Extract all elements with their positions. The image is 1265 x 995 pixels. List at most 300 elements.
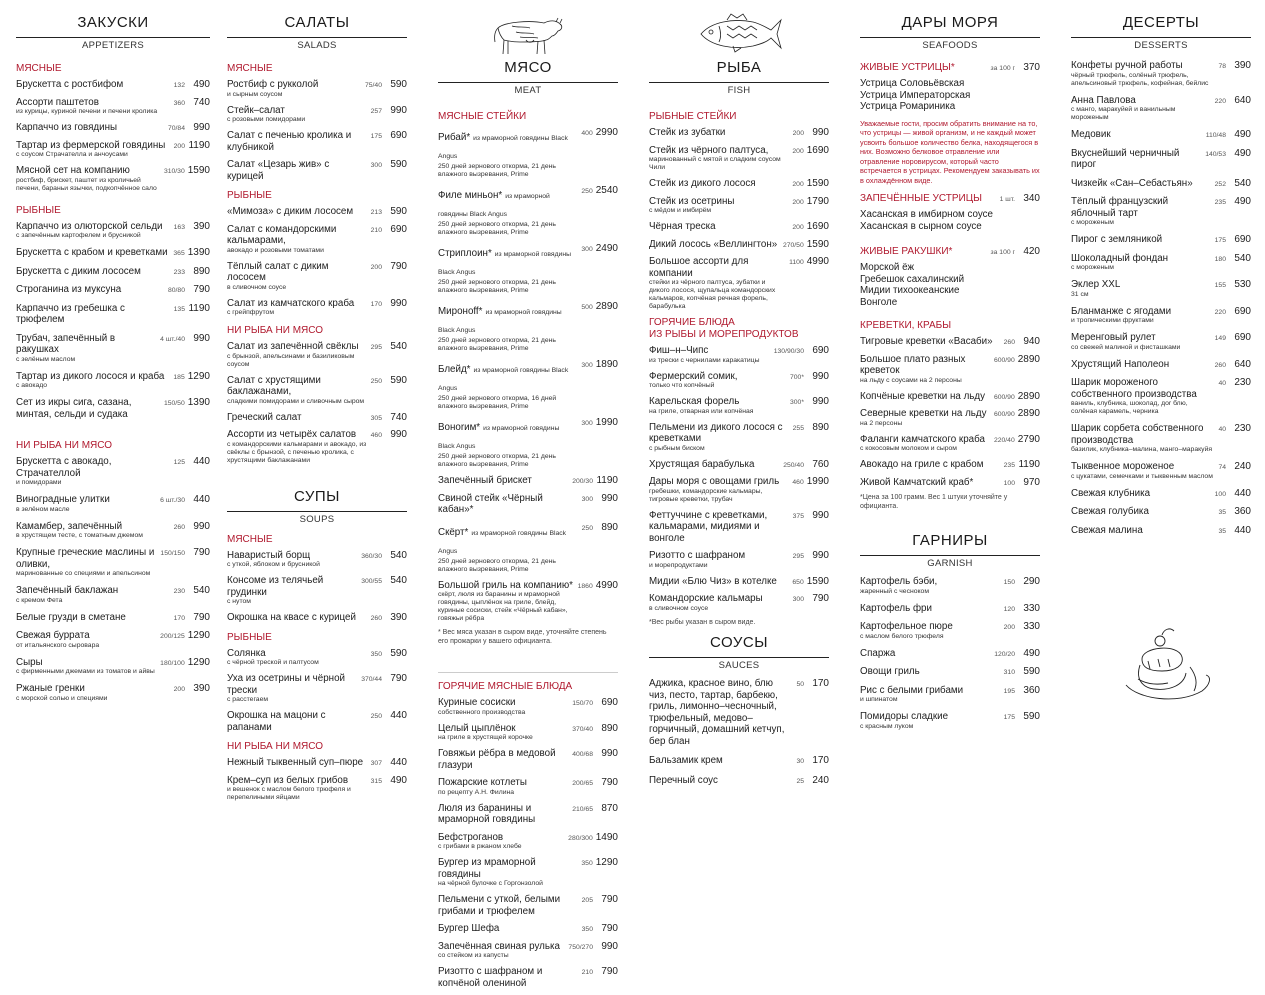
item-weight: 370/44 <box>361 676 382 683</box>
item-description: гребешки, командорские кальмары, тигровые креветки, трубач <box>649 487 763 503</box>
item-description: с чёрной треской и палтусом <box>227 659 319 666</box>
item-main <box>227 206 367 218</box>
item-price: 230 <box>1234 423 1251 434</box>
item-name: Дикий лосось «Веллингтон» <box>649 238 778 250</box>
menu-item <box>649 593 829 613</box>
item-description: с авокадо <box>16 382 48 389</box>
item-price: 890 <box>601 521 618 533</box>
menu-item <box>1071 253 1251 273</box>
item-weight: 460 <box>370 432 382 439</box>
item-price: 790 <box>193 284 210 295</box>
item-weight: 600/90 <box>993 411 1015 418</box>
item-price: 1890 <box>595 359 618 370</box>
item-name: Свиной стейк «Чёрный кабан»* <box>438 492 543 515</box>
item-weight: 150/70 <box>572 700 593 707</box>
item-price: 360 <box>1234 506 1251 517</box>
item-main <box>438 493 578 516</box>
menu-item <box>649 775 829 787</box>
divider <box>227 511 407 512</box>
seafood-column <box>860 0 1040 738</box>
item-description: маринованные со специями и апельсином <box>16 570 151 577</box>
item-main <box>860 666 1000 678</box>
item-weight: 200 <box>173 686 185 693</box>
item-description: с манго, маракуйей и ванильным мороженым <box>1071 106 1176 121</box>
item-description: с грейпфрутом <box>227 309 274 316</box>
item-name: Анна Павлова <box>1071 94 1136 106</box>
item-main <box>227 159 367 182</box>
item-description: 31 см <box>1071 290 1089 298</box>
menu-item <box>438 243 618 295</box>
item-weight: 1100 <box>789 259 804 266</box>
item-name: Шарик сорбета собственного производства <box>1071 423 1204 446</box>
item-main <box>438 580 574 624</box>
item-main <box>860 477 1000 489</box>
item-description: с мороженым <box>1071 264 1114 271</box>
item-weight: 600/90 <box>993 356 1015 364</box>
item-name: Рибай* <box>438 132 471 143</box>
item-weight: 200 <box>792 198 804 206</box>
menu-item <box>16 371 210 391</box>
item-price: 1390 <box>187 397 210 408</box>
menu-item <box>16 266 210 278</box>
item-weight: 163 <box>173 223 185 231</box>
item-description: 250 дней зернового откорма, 16 дней влажного вызревания, Prime <box>438 395 557 410</box>
item-name: Мироноff* <box>438 306 483 317</box>
item-price: 2790 <box>1017 433 1040 445</box>
item-name: Бургер Шефа <box>438 923 500 934</box>
item-name: Эклер XXL <box>1071 279 1121 290</box>
item-name: Живой Камчатский краб* <box>860 476 974 488</box>
item-weight: 460 <box>792 479 804 486</box>
item-price: 490 <box>1234 129 1251 140</box>
item-price: 490 <box>1234 147 1251 159</box>
item-name: Ризотто с шафраном и копчёной олениной <box>438 966 543 989</box>
item-main <box>227 757 367 769</box>
item-name: Салат с командорскими кальмарами, <box>227 223 337 246</box>
item-weight: 250/40 <box>783 461 804 469</box>
item-description: с цукатами, семечками и тыквенным маслом <box>1071 472 1213 480</box>
item-weight: 175 <box>370 133 382 140</box>
item-name: Вкуснейший черничный пирог <box>1071 147 1180 170</box>
item-weight: 210 <box>370 226 382 234</box>
list-item: Устрица Императорская <box>860 89 971 101</box>
item-name: Меренговый рулет <box>1071 332 1156 343</box>
menu-item <box>860 477 1040 489</box>
menu-item <box>649 145 829 173</box>
item-main <box>1071 148 1201 171</box>
item-description: с фирменными джемами из томатов и айвы <box>16 668 155 675</box>
garnish-title: ГАРНИРЫ <box>912 532 988 549</box>
item-main <box>438 359 577 411</box>
fish-note: *Вес рыбы указан в сыром виде. <box>649 618 756 626</box>
category-label: ГОРЯЧИЕ МЯСНЫЕ БЛЮДА <box>438 681 573 692</box>
item-main <box>227 648 367 668</box>
menu-item <box>227 575 407 606</box>
item-description: с зелёным маслом <box>16 355 76 363</box>
menu-item <box>1071 178 1251 190</box>
seafood-subtitle: SEAFOODS <box>922 40 978 51</box>
item-weight: 200 <box>792 181 804 188</box>
item-name: Ржаные гренки <box>16 683 85 694</box>
item-main <box>649 178 788 190</box>
category-label: НИ РЫБА НИ МЯСО <box>227 325 324 336</box>
item-weight: 150 <box>1003 579 1015 586</box>
soups-title: СУПЫ <box>294 487 340 505</box>
item-price: 990 <box>812 127 829 138</box>
item-weight: 750/270 <box>568 943 593 951</box>
item-name: Спаржа <box>860 647 896 659</box>
menu-item <box>1071 488 1251 500</box>
item-weight: 4 шт./40 <box>160 335 185 343</box>
item-price: 540 <box>1234 177 1251 189</box>
item-main <box>860 391 990 403</box>
menu-item <box>1071 129 1251 141</box>
item-price: 440 <box>193 456 210 467</box>
menu-item <box>438 803 618 826</box>
item-price: 170 <box>812 755 829 766</box>
item-main <box>1071 423 1214 454</box>
item-price: 1990 <box>595 417 618 428</box>
item-weight: 300 <box>581 362 593 369</box>
item-price: 1590 <box>806 178 829 189</box>
item-description: с брынзой, апельсинами и базиликовым соусом <box>227 352 355 368</box>
item-price: 640 <box>1234 358 1251 370</box>
item-name: Тартар из фермерской говядины <box>16 139 166 151</box>
menu-item <box>438 522 618 574</box>
menu-item <box>16 630 210 650</box>
item-name: Бургер из мраморной говядины <box>438 857 536 880</box>
menu-item <box>16 122 210 134</box>
list-item: Устрица Соловьёвская <box>860 78 965 89</box>
item-name: Медовик <box>1071 129 1111 140</box>
divider <box>227 37 407 38</box>
item-price: 990 <box>601 748 618 759</box>
item-main <box>649 371 786 391</box>
item-weight: 78 <box>1218 63 1226 70</box>
item-main <box>16 221 170 241</box>
item-main <box>860 685 1000 705</box>
item-main <box>649 345 770 365</box>
item-weight: 25 <box>796 777 804 785</box>
item-main <box>649 678 792 747</box>
category-label: МЯСНЫЕ СТЕЙКИ <box>438 111 527 122</box>
menu-item <box>438 580 618 624</box>
menu-item <box>1071 525 1251 537</box>
item-description: с грибами в ржаном хлебе <box>438 843 522 850</box>
menu-item <box>649 178 829 190</box>
item-weight: 365 <box>173 250 185 257</box>
item-main <box>227 261 367 292</box>
item-weight: 200/30 <box>572 478 593 485</box>
item-name: Уха из осетрины и чёрной трески <box>227 673 346 696</box>
item-description: базилик, клубника–малина, манго–маракуйя <box>1071 446 1213 453</box>
menu-item <box>860 336 1040 348</box>
item-weight: 6 шт./30 <box>160 497 185 504</box>
item-weight: 200 <box>370 263 382 271</box>
item-price: 640 <box>1234 94 1251 106</box>
item-description: сладкими помидорами и сливочным сыром <box>227 397 365 405</box>
item-weight: 500 <box>581 304 593 311</box>
menu-item <box>227 375 407 406</box>
menu-item <box>649 476 829 504</box>
item-weight: 213 <box>370 209 382 216</box>
item-main <box>649 239 779 251</box>
item-weight: 300 <box>370 162 382 169</box>
item-price: 590 <box>390 206 407 217</box>
item-price: 990 <box>812 550 829 561</box>
menu-item <box>860 354 1040 385</box>
desserts-subtitle: DESSERTS <box>1134 40 1188 51</box>
item-name: Помидоры сладкие <box>860 711 949 722</box>
item-name: Брускетта с крабом и креветками <box>16 247 168 258</box>
item-name: Чизкейк «Сан–Себастьян» <box>1071 177 1193 189</box>
item-name: Куриные сосиски <box>438 697 516 708</box>
item-description: 250 дней зернового откорма, 21 день влажного вызревания, Prime <box>438 163 556 178</box>
item-name: Ростбиф с рукколой <box>227 79 319 90</box>
item-weight: 295 <box>792 553 804 560</box>
item-name: Мидии «Блю Чиз» в котелке <box>649 575 777 587</box>
item-main <box>1071 178 1211 190</box>
item-weight: 175 <box>1214 237 1226 244</box>
menu-item <box>438 697 618 717</box>
item-name: Бланманже с ягодами <box>1071 305 1172 317</box>
item-price: 990 <box>390 104 407 116</box>
item-price: 540 <box>390 341 407 352</box>
menu-item <box>227 612 407 624</box>
item-price: 790 <box>601 966 618 977</box>
item-price: 590 <box>1023 666 1040 677</box>
menu-item <box>860 391 1040 403</box>
item-name: Северные креветки на льду <box>860 408 987 419</box>
item-name: Пельмени из дикого лосося с креветками <box>649 421 783 444</box>
menu-item <box>227 159 407 182</box>
item-name: Карельская форель <box>649 396 740 407</box>
item-description: на льду с соусами на 2 персоны <box>860 376 962 384</box>
item-main <box>227 612 367 624</box>
item-weight: 100 <box>1214 490 1226 498</box>
category-label: КРЕВЕТКИ, КРАБЫ <box>860 320 952 331</box>
item-price: 490 <box>1234 196 1251 207</box>
item-weight: 200/65 <box>572 780 593 787</box>
menu-item <box>227 130 407 153</box>
item-weight: 700* <box>790 373 804 381</box>
item-name: Хрустящий Наполеон <box>1071 358 1170 370</box>
category-label: НИ РЫБА НИ МЯСО <box>227 741 324 752</box>
menu-item <box>860 621 1040 641</box>
soups-subtitle: SOUPS <box>299 513 335 525</box>
item-main <box>227 105 367 125</box>
item-weight: 1860 <box>577 582 593 590</box>
item-price: 590 <box>1023 711 1040 722</box>
menu-item <box>227 648 407 668</box>
item-name: Виноградные улитки <box>16 494 110 505</box>
item-weight: 130/90/30 <box>773 348 804 355</box>
item-name: Авокадо на гриле с крабом <box>860 459 984 470</box>
item-price: 1490 <box>595 831 618 843</box>
item-name: Тёплый салат с диким лососем <box>227 260 329 283</box>
item-weight: 235 <box>1003 462 1015 469</box>
item-main <box>649 775 792 787</box>
item-weight: 210 <box>581 969 593 976</box>
item-main <box>1071 488 1211 500</box>
fish-sketch-icon <box>697 12 783 56</box>
category-label: ЖИВЫЕ УСТРИЦЫ* <box>860 62 955 73</box>
item-price: 2890 <box>1017 353 1040 365</box>
divider <box>649 82 829 83</box>
item-weight: за 100 г <box>990 249 1015 256</box>
item-name: Копчёные креветки на льду <box>860 390 986 402</box>
menu-item <box>649 459 829 471</box>
item-main <box>227 224 367 255</box>
item-price: 890 <box>812 421 829 433</box>
meat-column <box>438 0 618 995</box>
item-main <box>438 522 578 574</box>
item-price: 540 <box>1234 252 1251 264</box>
item-name: Ассорти паштетов <box>16 96 99 108</box>
item-description: с рыбным биском <box>649 444 705 452</box>
shrimp-note: *Цена за 100 грамм. Вес 1 штуки уточняйте у официанта. <box>860 494 1008 510</box>
item-name: Салат с печенью кролика и клубникой <box>227 130 352 153</box>
item-description: ваниль, клубника, шоколад, доr блю, солёная карамель, черника <box>1071 400 1188 415</box>
item-price: 2890 <box>1017 390 1040 402</box>
item-price: 490 <box>193 79 210 90</box>
item-price: 4990 <box>595 579 618 591</box>
item-description: жаренный с чесноком <box>860 587 930 595</box>
divider <box>860 37 1040 38</box>
item-price: 2990 <box>595 127 618 138</box>
item-weight: 310 <box>1003 669 1015 676</box>
item-description: с красным луком <box>860 722 914 730</box>
item-price: 1290 <box>187 656 210 668</box>
item-main <box>16 140 170 160</box>
item-main <box>649 476 788 504</box>
item-main <box>16 547 156 578</box>
list-item: Устрица Ромариника <box>860 101 956 112</box>
item-description: на 2 персоны <box>860 419 903 427</box>
item-description: из трески с чернилами каракатицы <box>649 356 760 364</box>
item-main <box>860 336 1000 348</box>
menu-item <box>1071 60 1251 88</box>
item-description: в сливочном соусе <box>649 604 709 612</box>
item-name: Картофель фри <box>860 602 932 614</box>
menu-item <box>16 547 210 578</box>
menu-item <box>860 685 1040 705</box>
item-name: Запечённый брискет <box>438 475 532 486</box>
category-label: РЫБНЫЕ <box>227 631 272 643</box>
item-main <box>438 894 578 917</box>
item-main <box>227 130 367 153</box>
menu-item <box>438 301 618 353</box>
menu-item <box>438 417 618 469</box>
item-price: 540 <box>390 575 407 586</box>
item-main <box>438 127 577 179</box>
item-main <box>649 256 785 311</box>
item-weight: 30 <box>796 758 804 765</box>
item-weight: 295 <box>370 344 382 351</box>
category-label: РЫБНЫЕ СТЕЙКИ <box>649 111 737 122</box>
item-price: 230 <box>1234 377 1251 388</box>
item-name: Овощи гриль <box>860 666 920 677</box>
item-weight: 180 <box>1214 255 1226 263</box>
item-weight: 170 <box>370 300 382 308</box>
item-name: «Мимоза» с диким лососем <box>227 206 354 217</box>
item-price: 990 <box>193 332 210 344</box>
item-main <box>649 127 789 139</box>
menu-item <box>649 196 829 216</box>
item-name: Фермерский сомик, <box>649 370 738 382</box>
item-price: 530 <box>1234 279 1251 290</box>
item-main <box>438 475 568 487</box>
menu-item <box>1071 234 1251 246</box>
salads-column <box>227 0 407 808</box>
menu-item <box>1071 461 1251 481</box>
menu-item <box>16 494 210 514</box>
item-name: Стейк из дикого лосося <box>649 178 756 189</box>
item-name: Ризотто с шафраном <box>649 550 746 561</box>
item-weight: 50 <box>796 681 804 688</box>
item-name: Картофельное пюре <box>860 621 953 632</box>
item-price: 420 <box>1023 246 1040 257</box>
menu-item <box>1071 377 1251 416</box>
menu-item <box>1071 306 1251 326</box>
item-weight: 315 <box>370 777 382 785</box>
menu-item <box>860 408 1040 428</box>
item-price: 790 <box>193 547 210 558</box>
item-price: 1290 <box>187 630 210 641</box>
menu-item <box>1071 95 1251 123</box>
menu-item <box>649 371 829 391</box>
item-main <box>438 417 577 469</box>
item-main <box>860 621 1000 641</box>
menu-item <box>227 298 407 318</box>
item-weight: 125 <box>173 459 185 466</box>
item-name: Конфеты ручной работы <box>1071 60 1183 71</box>
desserts-column <box>1071 0 1251 543</box>
item-name: Тигровые креветки «Васаби» <box>860 336 993 347</box>
item-weight: 40 <box>1218 380 1226 387</box>
item-description: 250 дней зернового откорма, 21 день влажного вызревания, Prime <box>438 453 556 468</box>
item-price: 990 <box>812 509 829 521</box>
item-name: Стейк из зубатки <box>649 127 726 138</box>
item-weight: 200 <box>792 147 804 155</box>
item-main <box>16 683 170 703</box>
item-main <box>649 396 786 416</box>
item-weight: 300 <box>581 495 593 503</box>
item-description: 250 дней зернового откорма, 21 день влажного вызревания, Prime <box>438 221 556 236</box>
menu-item <box>16 221 210 241</box>
item-weight: 310/30 <box>163 168 185 175</box>
item-name: Перечный соус <box>649 774 718 786</box>
sauces-subtitle: SAUCES <box>718 660 760 671</box>
divider <box>438 82 618 83</box>
item-weight: 205 <box>581 897 593 904</box>
item-price: 240 <box>812 774 829 786</box>
menu-item <box>860 246 1040 258</box>
item-name: Салат из камчатского краба <box>227 297 355 309</box>
item-main <box>1071 377 1214 416</box>
menu-item <box>1071 196 1251 227</box>
menu-item <box>16 284 210 296</box>
item-weight: 375 <box>792 512 804 520</box>
item-name: Салат с хрустящими баклажанами, <box>227 374 321 397</box>
menu-item <box>1071 423 1251 454</box>
menu-item <box>227 105 407 125</box>
item-price: 2890 <box>1017 408 1040 419</box>
cow-sketch-icon <box>490 12 566 58</box>
item-main <box>16 657 156 677</box>
item-price: 890 <box>193 265 210 277</box>
item-name: Шоколадный фондан <box>1071 252 1169 264</box>
